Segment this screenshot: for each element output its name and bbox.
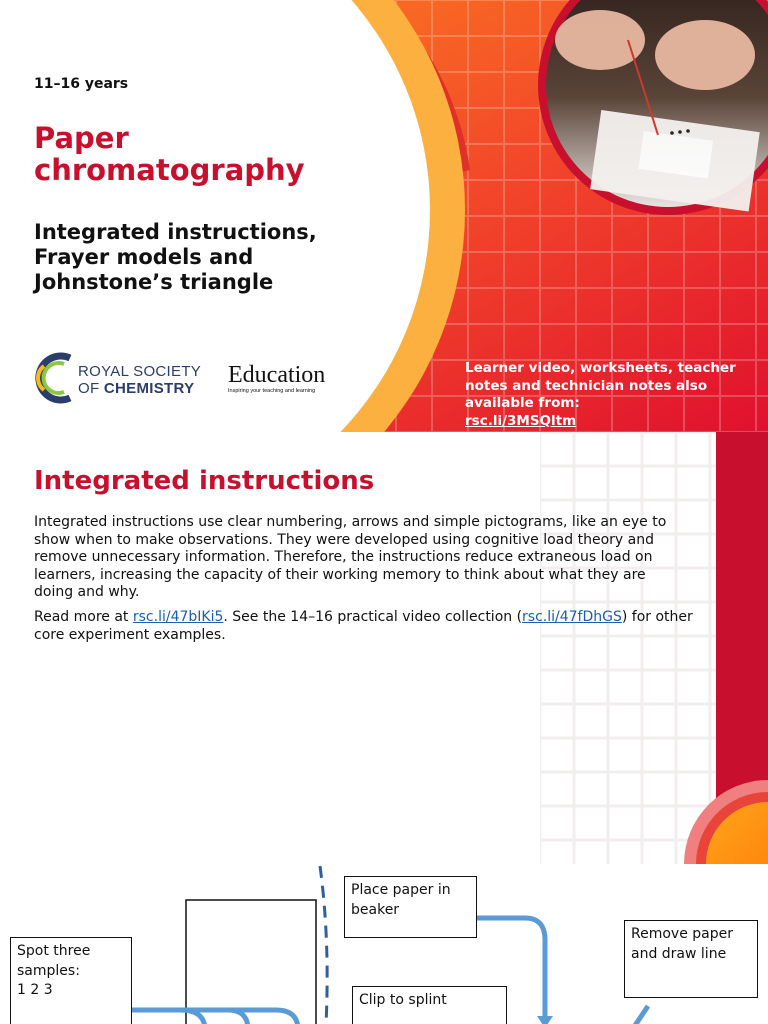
cover-subtitle xyxy=(34,220,364,295)
read-more-middle: . See the 14–16 practical video collection ( xyxy=(223,609,523,625)
learner-resources-note xyxy=(465,360,761,430)
page-heading: Integrated instructions xyxy=(34,466,375,496)
age-range: 11–16 years xyxy=(34,76,129,92)
intro-paragraph: Integrated instructions use clear numbering, arrows and simple pictograms, like an eye to show when to make observations. They were developed using cognitive load theory and remove unnecessary information. Therefore, the instructions reduce extraneous load on learners, increasing the capacity of their working memory to think about what they are doing and why. xyxy=(34,514,667,600)
read-more-prefix: Read more at xyxy=(34,609,133,625)
step-remove-paper xyxy=(624,920,758,998)
step-place-label: Place paper in beaker xyxy=(351,882,451,918)
step-clip-label: Clip to splint xyxy=(359,992,447,1008)
cover-subtitle-line1: Integrated instructions, xyxy=(34,220,317,244)
learner-line1: Learner video, worksheets, teacher xyxy=(465,360,736,376)
instruction-diagram xyxy=(0,860,768,1024)
cover-title xyxy=(34,122,374,186)
education-logo xyxy=(228,362,348,398)
education-logo-tagline: Inspiring your teaching and learning xyxy=(228,388,316,394)
read-more-paragraph xyxy=(34,609,694,644)
step-spot-label: Spot three samples: xyxy=(17,943,91,979)
learner-line2: notes and technician notes also xyxy=(465,377,708,394)
step-spot-samples xyxy=(10,937,132,1024)
rsc-logo-line2: OF CHEMISTRY xyxy=(78,380,195,397)
read-more-suffix: ) for other core experiment examples. xyxy=(34,609,693,643)
step-place-paper xyxy=(344,876,477,938)
cover-subtitle-line2: Frayer models and xyxy=(34,245,254,269)
rsc-logo-mark-icon xyxy=(34,352,74,404)
step-spot-samples-list: 1 2 3 xyxy=(17,982,53,998)
learner-line3: available from: xyxy=(465,395,580,411)
step-clip-splint xyxy=(352,986,507,1024)
rsc-logo xyxy=(34,352,204,404)
cover-title-line1: Paper xyxy=(34,121,129,155)
read-more-link-1[interactable]: rsc.li/47bIKi5 xyxy=(132,609,224,625)
cover-subtitle-line3: Johnstone’s triangle xyxy=(34,270,274,294)
learner-resources-link[interactable]: rsc.li/3MSQltm xyxy=(465,412,577,429)
education-logo-word: Education xyxy=(228,362,326,388)
step-remove-label: Remove paper and draw line xyxy=(631,926,733,962)
step-spot-text xyxy=(17,942,125,981)
integrated-instructions-page xyxy=(0,432,768,1024)
rsc-logo-line1: ROYAL SOCIETY xyxy=(78,363,202,380)
page-decoration xyxy=(540,432,768,864)
cover-page xyxy=(0,0,768,432)
cover-title-line2: chromatography xyxy=(34,153,305,187)
video-collection-link[interactable]: rsc.li/47fDhGS xyxy=(522,609,622,625)
